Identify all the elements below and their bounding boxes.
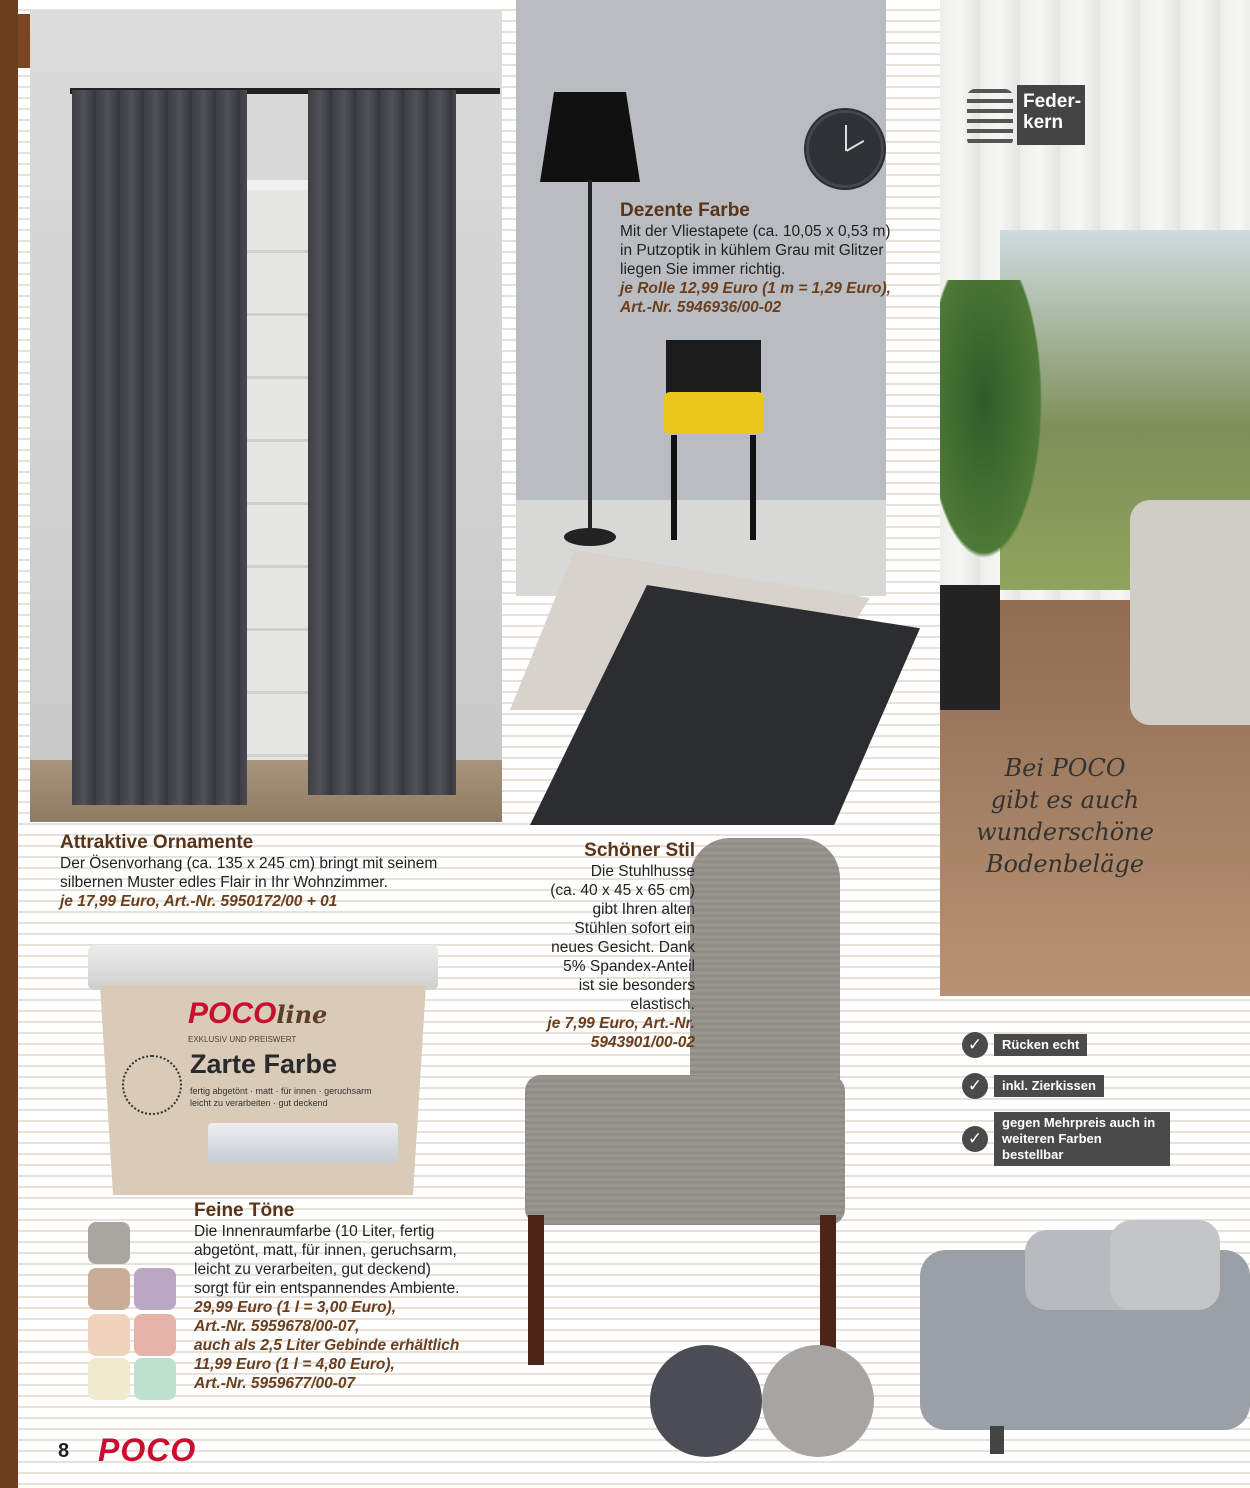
paint-line: leicht zu verarbeiten, gut deckend): [194, 1261, 431, 1278]
fabric-sample-light: [762, 1345, 874, 1457]
bucket-tagline: EXKLUSIV UND PREISWERT: [188, 1035, 297, 1044]
clock-icon: [806, 110, 884, 188]
bucket-small-text: leicht zu verarbeiten · gut deckend: [190, 1098, 328, 1108]
federkern-line1: Feder-: [1023, 91, 1082, 112]
sofa-feature: [962, 1032, 1087, 1058]
checkmark-icon: ✓: [962, 1073, 988, 1099]
fabric-sample-dark: [650, 1345, 762, 1457]
chaircover-price: 5943901/00-02: [590, 1034, 695, 1051]
chaircover-line: gibt Ihren alten: [592, 901, 695, 918]
chaircover-line: neues Gesicht. Dank: [551, 939, 695, 956]
spring-icon: [967, 89, 1013, 147]
paint-bucket: [80, 945, 450, 1195]
curtain-description: [60, 832, 500, 911]
floor-note-line: Bodenbeläge: [985, 850, 1145, 878]
curtain-price: je 17,99 Euro, Art.-Nr. 5950172/00 + 01: [60, 893, 338, 910]
chaircover-line: elastisch.: [630, 996, 695, 1013]
checkmark-icon: ✓: [962, 1126, 988, 1152]
color-swatch: [88, 1358, 130, 1400]
paint-heading: Feine Töne: [194, 1200, 295, 1221]
checkmark-icon: ✓: [962, 1032, 988, 1058]
color-swatch: [88, 1268, 130, 1310]
chaircover-line: 5% Spandex-Anteil: [563, 958, 695, 975]
color-swatch: [134, 1358, 176, 1400]
wallpaper-line: Mit der Vliestapete (ca. 10,05 x 0,53 m): [620, 223, 891, 240]
wallpaper-line: liegen Sie immer richtig.: [620, 261, 786, 278]
paint-line: sorgt für ein entspannendes Ambiente.: [194, 1280, 460, 1297]
chaircover-price: je 7,99 Euro, Art.-Nr.: [547, 1015, 695, 1032]
dandelion-icon: [122, 1055, 182, 1115]
chaircover-description: [510, 840, 695, 1052]
federkern-badge: [965, 85, 1090, 151]
curtain-photo: [30, 10, 502, 822]
color-swatch: [88, 1314, 130, 1356]
paint-description: [194, 1200, 494, 1393]
chaircover-line: (ca. 40 x 45 x 65 cm): [550, 882, 695, 899]
bucket-title: Zarte Farbe: [190, 1049, 338, 1079]
chaircover-line: ist sie besonders: [578, 977, 695, 994]
floor-note-line: wunderschöne: [976, 818, 1154, 846]
paint-line: abgetönt, matt, für innen, geruchsarm,: [194, 1242, 457, 1259]
wallpaper-line: in Putzoptik in kühlem Grau mit Glitzer: [620, 242, 884, 259]
sofa-feature-label: inkl. Zierkissen: [994, 1075, 1104, 1097]
paint-price: Art.-Nr. 5959678/00-07,: [194, 1318, 360, 1335]
sofa-feature: [962, 1112, 1170, 1166]
sofa-feature: [962, 1073, 1104, 1099]
floor-note-line: gibt es auch: [990, 786, 1140, 814]
bucket-brand-suffix: line: [276, 1000, 328, 1029]
paint-price: Art.-Nr. 5959677/00-07: [194, 1375, 356, 1392]
federkern-line2: kern: [1023, 112, 1064, 133]
curtain-line: Der Ösenvorhang (ca. 135 x 245 cm) bringt mit seinem: [60, 855, 438, 872]
floor-note: [960, 752, 1170, 880]
chaircover-line: Stühlen sofort ein: [574, 920, 695, 937]
sofa-photo: [920, 1230, 1250, 1470]
sofa-feature-label: gegen Mehrpreis auch in weiteren Farben bestellbar: [994, 1112, 1170, 1166]
bucket-brand: POCO: [188, 997, 277, 1030]
chaircover-line: Die Stuhlhusse: [590, 863, 695, 880]
left-brand-bar: [0, 0, 18, 1488]
chaircover-heading: Schöner Stil: [584, 840, 695, 861]
floor-note-line: Bei POCO: [1004, 754, 1126, 782]
wallpaper-heading: Dezente Farbe: [620, 200, 750, 221]
wallpaper-price: je Rolle 12,99 Euro (1 m = 1,29 Euro),: [620, 280, 891, 297]
brand-logo: POCO: [98, 1432, 197, 1468]
sofa-feature-label: Rücken echt: [994, 1034, 1087, 1056]
wallpaper-price: Art.-Nr. 5946936/00-02: [620, 299, 782, 316]
paint-price: 29,99 Euro (1 l = 3,00 Euro),: [194, 1299, 397, 1316]
color-swatch: [88, 1222, 130, 1264]
bucket-small-text: fertig abgetönt · matt · für innen · geruchsarm: [190, 1086, 372, 1096]
color-swatch: [134, 1268, 176, 1310]
paint-line: Die Innenraumfarbe (10 Liter, fertig: [194, 1223, 435, 1240]
wallpaper-description: [620, 200, 920, 317]
color-swatch: [134, 1314, 176, 1356]
page-number: 8: [58, 1440, 70, 1462]
paint-price: auch als 2,5 Liter Gebinde erhältlich: [194, 1337, 460, 1354]
paint-price: 11,99 Euro (1 l = 4,80 Euro),: [194, 1356, 395, 1373]
curtain-heading: Attraktive Ornamente: [60, 832, 254, 853]
curtain-line: silbernen Muster edles Flair in Ihr Wohnzimmer.: [60, 874, 388, 891]
